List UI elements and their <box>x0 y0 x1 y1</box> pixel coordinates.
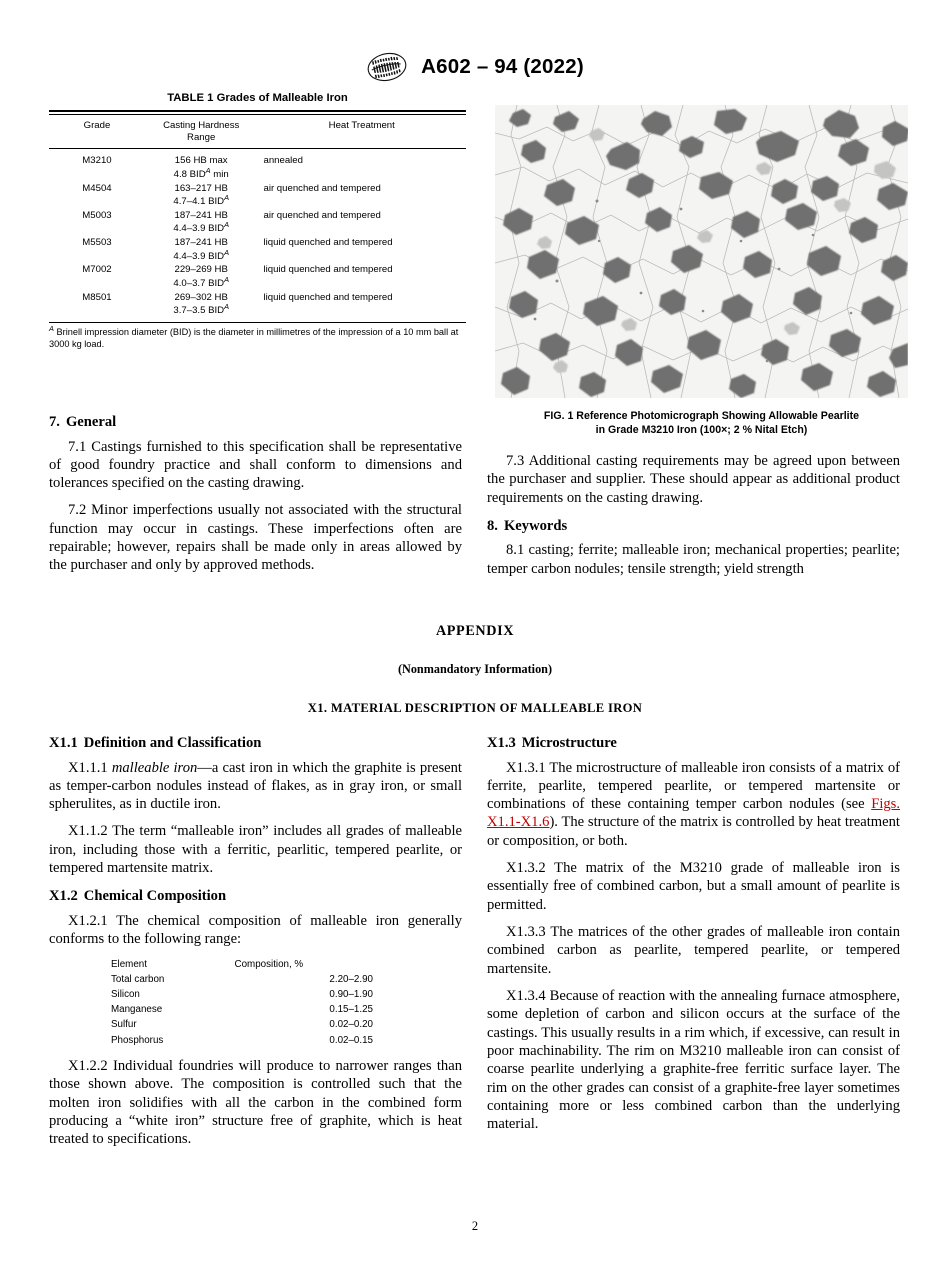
paragraph-x1-1-2: X1.1.2 The term “malleable iron” includes all grades of malleable iron, including those with a ferritic, pearlitic, tempered pearlite, or tempered martensite matrix. <box>49 823 462 877</box>
table-row <box>49 149 466 182</box>
x1-2-number: X1.2 <box>49 888 78 905</box>
figure-1-container <box>495 105 908 438</box>
table-1-body <box>49 149 466 322</box>
figure-1-caption <box>495 409 908 438</box>
table-row <box>49 236 466 263</box>
cell-hardness <box>145 291 258 322</box>
cell-heat-treatment: air quenched and tempered <box>263 182 381 194</box>
composition-value: 0.02–0.20 <box>329 1019 373 1031</box>
table-row <box>49 182 466 209</box>
cell-grade: M3210 <box>82 155 112 167</box>
header-hardness-line2: Range <box>187 131 216 143</box>
composition-value: 0.15–1.25 <box>329 1004 373 1016</box>
section-7-3-and-8-block <box>487 452 900 578</box>
cell-hardness <box>145 209 258 236</box>
cell-heat-treatment: liquid quenched and tempered <box>263 237 393 249</box>
composition-row <box>111 973 389 988</box>
paragraph-x1-3-2: X1.3.2 The matrix of the M3210 grade of malleable iron is essentially free of combined carbon, but a small amount of pearlite is permitted. <box>487 860 900 913</box>
footnote-marker: A <box>224 301 229 311</box>
astm-logo <box>366 52 410 82</box>
cell-hardness <box>145 182 258 209</box>
hardness-bid-suffix: min <box>210 169 229 181</box>
paragraph-x1-1-1-number: X1.1.1 <box>68 759 112 776</box>
cell-grade: M5503 <box>82 237 112 249</box>
composition-header-composition: Composition, % <box>234 959 304 971</box>
hardness-bid-value: 4.7–4.1 BID <box>173 196 225 208</box>
paragraph-7-1: 7.1 Castings furnished to this specification shall be representative of good foundry practice and shall conform to dimensions and tolerances specified on the casting drawing. <box>49 438 462 492</box>
hardness-bid-value: 4.8 BID <box>173 169 206 181</box>
x1-3-number: X1.3 <box>487 735 516 751</box>
figure-caption-line-2: in Grade M3210 Iron (100×; 2 % Nital Etch) <box>595 424 808 437</box>
x1-1-number: X1.1 <box>49 735 78 751</box>
composition-element: Total carbon <box>111 974 165 986</box>
hardness-line-2 <box>145 247 258 264</box>
cell-heat-treatment: liquid quenched and tempered <box>263 264 393 276</box>
composition-row <box>111 1003 389 1018</box>
paragraph-x1-1-1 <box>49 759 462 814</box>
header-hardness-line1: Casting Hardness <box>163 120 240 131</box>
cell-hardness <box>145 149 258 182</box>
hardness-bid-value: 4.4–3.9 BID <box>173 250 225 262</box>
hardness-line-1: 156 HB max <box>174 155 228 167</box>
table-row <box>49 209 466 236</box>
x1-1-title: Definition and Classification <box>83 735 262 751</box>
appendix-x1-heading: X1. MATERIAL DESCRIPTION OF MALLEABLE IRON <box>307 701 643 715</box>
paragraph-x1-3-1 <box>487 759 900 851</box>
cell-heat-treatment: air quenched and tempered <box>263 209 381 221</box>
x1-3-heading <box>487 735 900 753</box>
composition-element: Silicon <box>111 989 140 1001</box>
composition-row <box>111 988 389 1003</box>
footnote-marker: A <box>49 323 54 333</box>
x1-1-heading <box>49 735 462 753</box>
page-number: 2 <box>471 1219 479 1233</box>
section-7-title: General <box>65 414 117 430</box>
appendix-headings <box>0 623 950 716</box>
table-row <box>49 263 466 290</box>
cell-grade: M5003 <box>82 209 112 221</box>
composition-element: Sulfur <box>111 1019 137 1031</box>
footnote-marker: A <box>224 220 229 230</box>
hardness-line-2 <box>145 274 258 291</box>
composition-value: 0.02–0.15 <box>329 1034 373 1046</box>
appendix-right-column <box>487 735 900 1133</box>
footnote-marker: A <box>224 193 229 203</box>
hardness-line-1: 269–302 HB <box>174 291 228 303</box>
cell-hardness <box>145 263 258 290</box>
paragraph-x1-3-1-after: ). The structure of the matrix is controlled by heat treatment or composition, or both. <box>487 814 900 849</box>
hardness-line-2 <box>145 165 258 182</box>
table-1-footnote <box>49 323 466 351</box>
composition-row <box>111 1018 389 1033</box>
section-8-number: 8. <box>487 517 498 534</box>
paragraph-x1-2-1: X1.2.1 The chemical composition of malleable iron generally conforms to the following range: <box>49 912 462 948</box>
section-8-heading <box>487 518 900 536</box>
x1-2-heading <box>49 888 462 906</box>
composition-value: 2.20–2.90 <box>329 974 373 986</box>
paragraph-x1-3-3: X1.3.3 The matrices of the other grades of malleable iron contain combined carbon as pearlite, tempered pearlite, or tempered martensite. <box>487 924 900 977</box>
table-row <box>49 291 466 322</box>
paragraph-7-2: 7.2 Minor imperfections usually not associated with the structural function may occur in castings. These imperfections often are repairable; however, repairs shall be made only in areas allowed by the purchaser and only by approved methods. <box>49 502 462 574</box>
hardness-bid-value: 3.7–3.5 BID <box>173 305 225 317</box>
document-designation: A602 – 94 (2022) <box>421 55 584 78</box>
footnote-marker: A <box>205 165 211 175</box>
figure-caption-line-1: FIG. 1 Reference Photomicrograph Showing Allowable Pearlite <box>543 410 860 422</box>
hardness-line-2 <box>145 301 258 318</box>
hardness-bid-value: 4.0–3.7 BID <box>173 277 225 289</box>
composition-value: 0.90–1.90 <box>329 989 373 1001</box>
cross-reference-link-figs-x1-1-x1-6[interactable]: Figs. X1.1-X1.6 <box>487 796 900 831</box>
paragraph-x1-2-2: X1.2.2 Individual foundries will produce to narrower ranges than those shown above. The composition is controlled such that the molten iron solidifies with all the carbon in the combined form producing a “white iron” structure free of graphite, which is heat treated to specifications. <box>49 1058 462 1148</box>
cell-grade: M7002 <box>82 264 112 276</box>
composition-element: Manganese <box>111 1004 163 1016</box>
cell-heat-treatment: annealed <box>263 155 303 167</box>
composition-row <box>111 1033 389 1048</box>
cell-grade: M4504 <box>82 182 112 194</box>
hardness-line-1: 187–241 HB <box>174 237 228 249</box>
table-1-title: TABLE 1 Grades of Malleable Iron <box>167 92 348 104</box>
cell-hardness <box>145 236 258 263</box>
chemical-composition-table <box>111 958 389 1049</box>
hardness-line-2 <box>145 195 258 209</box>
paragraph-x1-1-1-text: —a cast iron in which the graphite is present as temper-carbon nodules instead of flakes, as in gray iron, or small spherulites, as in ductile iron. <box>49 759 462 813</box>
hardness-line-1: 187–241 HB <box>174 209 228 221</box>
table-1-container <box>49 92 466 351</box>
section-8-title: Keywords <box>503 517 568 534</box>
paragraph-7-3: 7.3 Additional casting requirements may be agreed upon between the purchaser and supplier. These should appear as additional product requirements on the casting drawing. <box>487 453 900 506</box>
appendix-title: APPENDIX <box>435 623 515 639</box>
document-header <box>0 52 950 82</box>
section-7-block <box>49 414 462 575</box>
paragraph-8-1: 8.1 casting; ferrite; malleable iron; mechanical properties; pearlite; temper carbon nodules; tensile strength; yield strength <box>487 542 900 577</box>
reference-photomicrograph-image <box>495 105 908 398</box>
composition-header-row <box>111 958 389 973</box>
appendix-subtitle: (Nonmandatory Information) <box>397 662 553 676</box>
composition-header-element: Element <box>111 959 147 971</box>
footnote-marker: A <box>224 247 229 257</box>
footnote-text: Brinell impression diameter (BID) is the diameter in millimetres of the impression of a 10 mm ball at 3000 kg load. <box>49 326 459 350</box>
section-7-number: 7. <box>49 414 60 430</box>
hardness-bid-value: 4.4–3.9 BID <box>173 223 225 235</box>
composition-element: Phosphorus <box>111 1034 164 1046</box>
hardness-line-1: 229–269 HB <box>174 264 228 276</box>
x1-3-title: Microstructure <box>521 735 617 751</box>
section-7-heading <box>49 414 462 432</box>
cell-grade: M8501 <box>82 291 112 303</box>
cell-heat-treatment: liquid quenched and tempered <box>263 291 393 303</box>
defined-term: malleable iron <box>111 759 198 776</box>
footnote-marker: A <box>224 274 229 284</box>
paragraph-x1-3-4: X1.3.4 Because of reaction with the annealing furnace atmosphere, some depletion of carbon and silicon occurs at the surface of the castings. This usually results in a rim which, if excessive, can result in poor machinability. The rim on M3210 malleable iron can consist of coarse pearlite underlying a graphite-free ferritic surface layer. The rim on the other grades can consist of a graphite-free layer sometimes containing more or less combined carbon than the underlying material. <box>487 987 900 1133</box>
x1-2-title: Chemical Composition <box>83 888 227 905</box>
table-1-grades-of-malleable-iron <box>49 110 466 322</box>
paragraph-x1-3-1-before: X1.3.1 The microstructure of malleable iron consists of a matrix of ferrite, pearlite, tempered pearlite, or tempered martensite or combinations of these containing temper carbon nodules (see <box>487 759 900 813</box>
table-1-header-grade: Grade <box>49 115 145 149</box>
table-1-header-heat-treatment: Heat Treatment <box>257 115 466 149</box>
appendix-left-column <box>49 735 462 1149</box>
hardness-line-2 <box>145 222 258 236</box>
hardness-line-1: 163–217 HB <box>174 182 228 194</box>
table-1-header-casting-hardness-range <box>145 115 258 149</box>
